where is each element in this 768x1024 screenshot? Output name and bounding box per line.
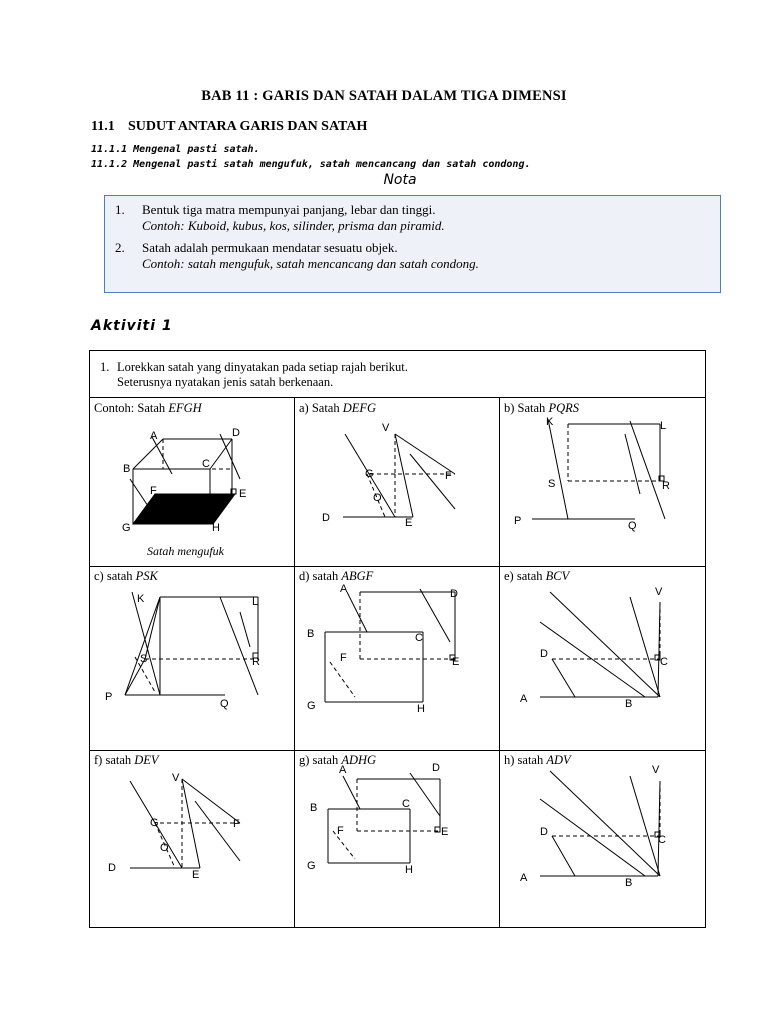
label-C: C [658, 834, 666, 846]
label-H: H [405, 864, 413, 876]
label-F: F [150, 485, 157, 497]
label-H: H [417, 703, 425, 715]
cell-b [500, 399, 705, 566]
pyramid-diagram [500, 751, 705, 928]
label-E: E [441, 826, 449, 838]
wedge-diagram [90, 567, 294, 750]
cell-label: g) satah ADHG [299, 753, 377, 767]
note-number: 2. [115, 240, 125, 255]
cell-a [295, 399, 499, 566]
label-E: E [405, 517, 413, 529]
label-A: A [339, 764, 347, 776]
note-number: 1. [115, 202, 125, 217]
label-L: L [252, 596, 259, 608]
note-item [115, 240, 710, 272]
label-C: C [402, 798, 410, 810]
label-Q: Q [220, 698, 229, 710]
label-D: D [540, 826, 548, 838]
label-D: D [322, 512, 330, 524]
label-B: B [625, 877, 633, 889]
label-A: A [520, 872, 528, 884]
cell-label: h) satah ADV [504, 753, 571, 767]
note-example: Contoh: Kuboid, kubus, kos, silinder, prisma dan piramid. [142, 218, 445, 233]
label-G: G [122, 522, 131, 534]
cell-example [90, 399, 294, 566]
label-R: R [252, 656, 260, 668]
label-O: O [373, 492, 382, 504]
label-V: V [172, 772, 180, 784]
cell-label: Contoh: Satah EFGH [94, 401, 202, 415]
label-V: V [652, 764, 660, 776]
cell-g [295, 751, 499, 928]
section-number: 11.1 [91, 119, 115, 134]
cell-c [90, 567, 294, 750]
label-D: D [450, 588, 458, 600]
label-H: H [212, 522, 220, 534]
label-D: D [108, 862, 116, 874]
cuboid-diagram [295, 751, 499, 928]
cell-label: a) Satah DEFG [299, 401, 377, 415]
label-K: K [137, 593, 145, 605]
activity-title: Aktiviti 1 [91, 318, 173, 334]
cell-label: e) satah BCV [504, 569, 570, 583]
label-V: V [655, 586, 663, 598]
label-C: C [660, 656, 668, 668]
label-D: D [540, 648, 548, 660]
label-D: D [232, 427, 240, 439]
label-V: V [382, 422, 390, 434]
cell-label: f) satah DEV [94, 753, 159, 767]
cuboid-diagram [90, 399, 294, 566]
label-E: E [452, 656, 460, 668]
prism-diagram [295, 399, 499, 566]
wedge-diagram [500, 399, 705, 566]
label-G: G [365, 468, 374, 480]
subsection-2: 11.1.2 Mengenal pasti satah mengufuk, satah mencancang dan satah condong. [91, 159, 531, 170]
nota-heading: Nota [383, 172, 417, 188]
label-R: R [662, 480, 670, 492]
cell-d [295, 567, 499, 750]
label-F: F [445, 470, 452, 482]
cell-e [500, 567, 705, 750]
label-O: O [160, 842, 169, 854]
subsection-1: 11.1.1 Mengenal pasti satah. [91, 144, 260, 155]
label-F: F [233, 818, 240, 830]
label-P: P [514, 515, 522, 527]
activity-table [89, 350, 706, 928]
question-line-2: Seterusnya nyatakan jenis satah berkenaan. [117, 375, 334, 389]
label-P: P [105, 691, 113, 703]
pyramid-diagram [500, 567, 705, 750]
cell-h [500, 751, 705, 928]
question-line-1: Lorekkan satah yang dinyatakan pada setiap rajah berikut. [117, 360, 408, 374]
label-B: B [310, 802, 318, 814]
label-E: E [192, 869, 200, 881]
label-E: E [239, 488, 247, 500]
label-Q: Q [628, 520, 637, 532]
chapter-title: BAB 11 : GARIS DAN SATAH DALAM TIGA DIMENSI [201, 88, 567, 104]
note-text: Bentuk tiga matra mempunyai panjang, lebar dan tinggi. [142, 202, 436, 217]
label-B: B [123, 463, 131, 475]
label-B: B [625, 698, 633, 710]
label-S: S [140, 653, 148, 665]
label-S: S [548, 478, 556, 490]
label-A: A [340, 583, 348, 595]
label-C: C [202, 458, 210, 470]
note-box [104, 195, 721, 293]
cuboid-diagram [295, 567, 499, 750]
label-G: G [307, 700, 316, 712]
note-example: Contoh: satah mengufuk, satah mencancang dan satah condong. [142, 256, 479, 271]
label-K: K [546, 416, 554, 428]
note-text: Satah adalah permukaan mendatar sesuatu objek. [142, 240, 398, 255]
label-G: G [307, 860, 316, 872]
cell-label: c) satah PSK [94, 569, 158, 583]
label-A: A [520, 693, 528, 705]
note-item [115, 202, 710, 234]
question-number: 1. [100, 360, 110, 374]
label-D: D [432, 762, 440, 774]
label-C: C [415, 632, 423, 644]
label-L: L [660, 420, 667, 432]
cell-f [90, 751, 294, 928]
example-caption: Satah mengufuk [147, 544, 224, 558]
label-F: F [340, 652, 347, 664]
section-title: SUDUT ANTARA GARIS DAN SATAH [128, 119, 368, 134]
cell-label: b) Satah PQRS [504, 401, 579, 415]
label-B: B [307, 628, 315, 640]
label-F: F [337, 825, 344, 837]
section-heading [91, 119, 367, 135]
cell-label: d) satah ABGF [299, 569, 374, 583]
question-row [90, 351, 705, 398]
prism-diagram [90, 751, 294, 928]
label-A: A [150, 430, 158, 442]
label-G: G [150, 817, 159, 829]
